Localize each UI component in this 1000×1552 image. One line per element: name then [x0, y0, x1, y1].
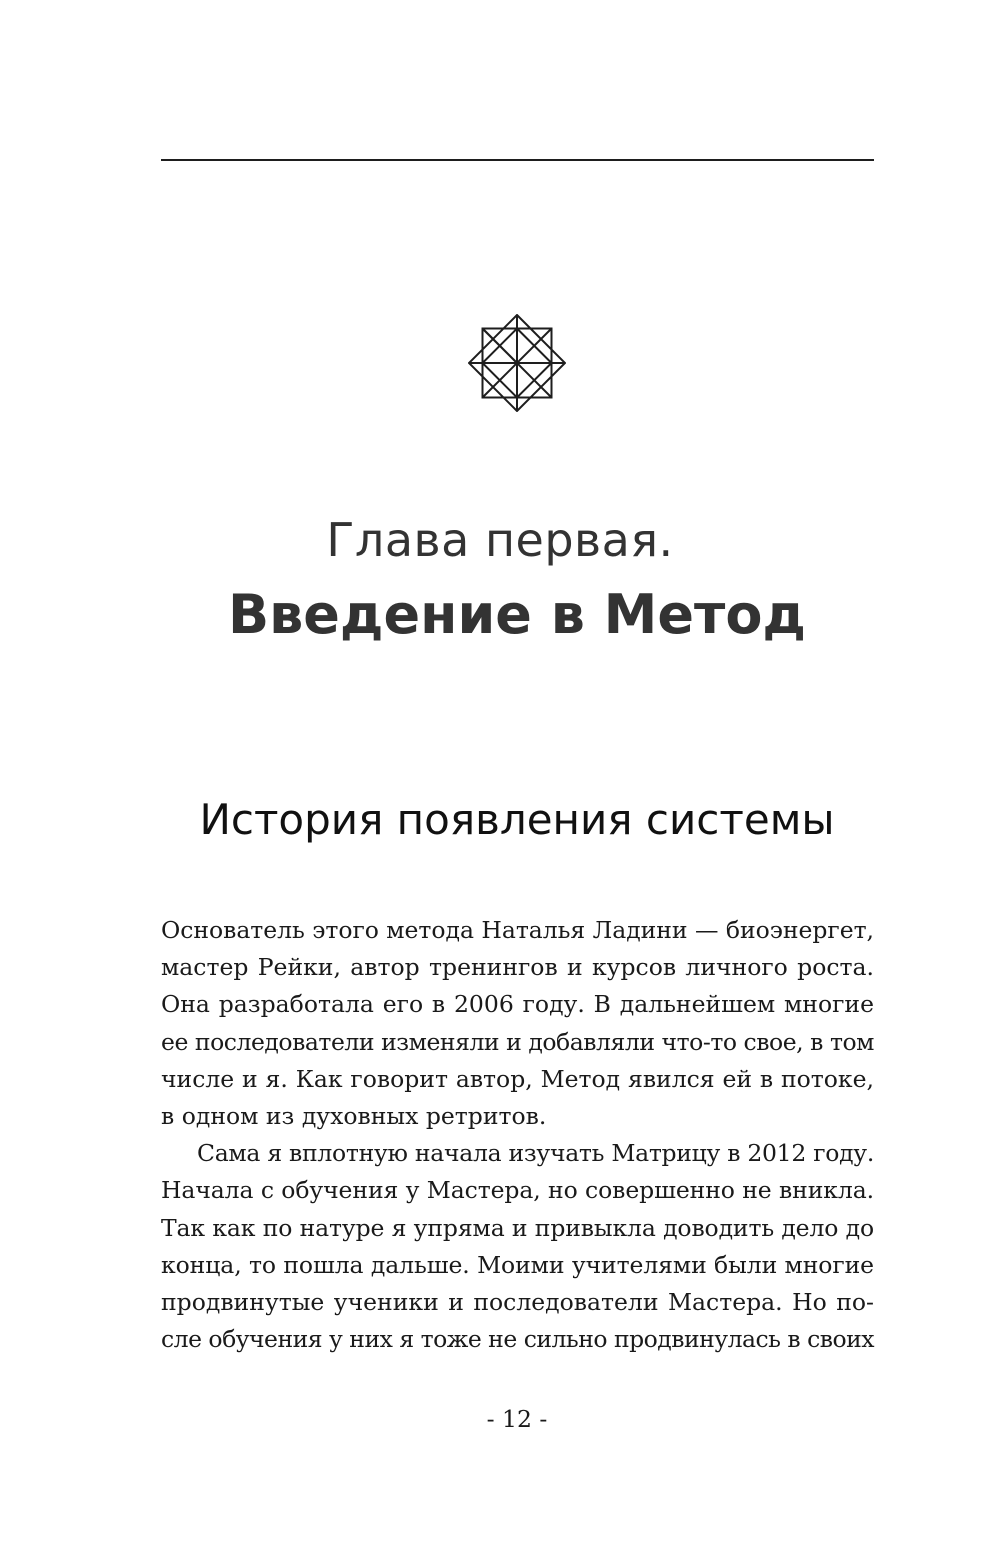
section-title: История появления системы — [199, 795, 835, 844]
paragraph-2-line-2: Начала с обучения у Мастера, но совершенно не вникла. — [161, 1176, 874, 1205]
paragraph-1-line-3: Она разработала его в 2006 году. В дальнейшем многие — [161, 990, 874, 1019]
paragraph-1-line-2: мастер Рейки, автор тренингов и курсов личного роста. — [161, 953, 874, 982]
paragraph-1-line-6: в одном из духовных ретритов. — [161, 1102, 547, 1131]
paragraph-2-line-4: конца, то пошла дальше. Моими учителями были многие — [161, 1250, 874, 1279]
paragraph-2-line-5: продвинутые ученики и последователи Мастера. Но по- — [161, 1288, 874, 1317]
page-number: - 12 - — [486, 1405, 548, 1433]
chapter-label: Глава первая. — [326, 513, 674, 567]
chapter-title: Введение в Метод — [227, 583, 807, 646]
paragraph-1-line-5: числе и я. Как говорит автор, Метод явился ей в потоке, — [161, 1064, 874, 1093]
paragraph-2-line-6: сле обучения у них я тоже не сильно продвинулась в своих — [161, 1325, 874, 1354]
paragraph-1-line-1: Основатель этого метода Наталья Ладини — биоэнергет, — [161, 916, 874, 944]
top-rule — [161, 159, 874, 161]
paragraph-2-line-3: Так как по натуре я упряма и привыкла доводить дело до — [161, 1213, 874, 1242]
eight-point-star-ornament-icon — [468, 314, 566, 412]
paragraph-1-line-4: ее последователи изменяли и добавляли что-то свое, в том — [161, 1027, 874, 1056]
body-text — [161, 912, 874, 1358]
paragraph-2-line-1: Сама я вплотную начала изучать Матрицу в 2012 году. — [197, 1139, 874, 1168]
